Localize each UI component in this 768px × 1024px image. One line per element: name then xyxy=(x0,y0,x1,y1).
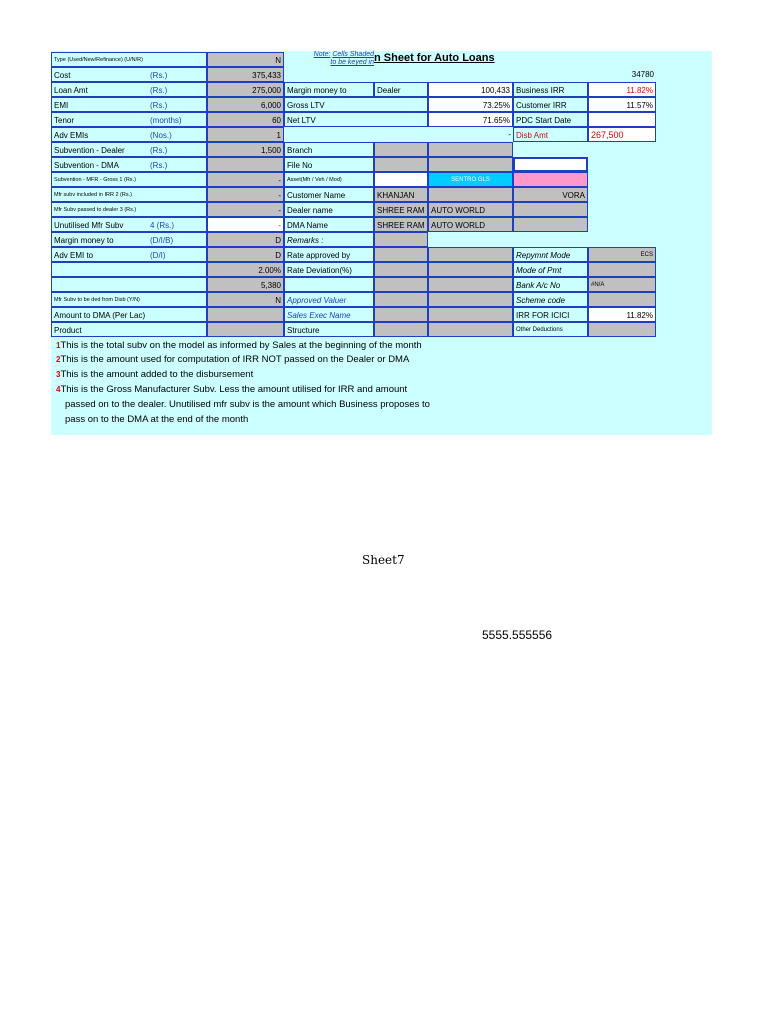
customer-name-label: Customer Name xyxy=(284,187,374,202)
left-row-value[interactable]: - xyxy=(207,217,284,232)
asset-label: Asset(Mfr / Veh / Mod) xyxy=(284,172,374,187)
left-row-label xyxy=(51,202,207,217)
business-irr-value: 11.82% xyxy=(588,82,656,97)
scheme-label: Scheme code xyxy=(513,292,588,307)
left-row-unit: (D/I/B) xyxy=(150,236,174,245)
approved-valuer-input[interactable] xyxy=(374,292,428,307)
file-no-label: File No xyxy=(284,157,374,172)
repay-mode-value[interactable]: ECS xyxy=(588,247,656,262)
business-irr-label: Business IRR xyxy=(513,82,588,97)
scheme-input[interactable] xyxy=(588,292,656,307)
left-row-label-text: Type (Used/New/Refinance) (U/N/R) xyxy=(54,57,143,63)
customer-irr-label: Customer IRR xyxy=(513,97,588,112)
left-row-label-text: Loan Amt xyxy=(54,86,88,95)
left-row-value[interactable]: 275,000 xyxy=(207,82,284,97)
left-row-value[interactable] xyxy=(207,157,284,172)
left-row-label xyxy=(51,52,207,67)
mode-pmt-input[interactable] xyxy=(588,262,656,277)
left-row-value[interactable]: 5,380 xyxy=(207,277,284,292)
left-row-label xyxy=(51,247,207,262)
dealer-name-label: Dealer name xyxy=(284,202,374,217)
irr-icici-value: 11.82% xyxy=(588,307,656,322)
left-row-unit: (Rs.) xyxy=(150,161,168,170)
left-row-unit: (Rs.) xyxy=(150,71,168,80)
structure-input-2[interactable] xyxy=(428,322,513,337)
rate-dev-label: Rate Deviation(%) xyxy=(284,262,374,277)
pink-cell[interactable] xyxy=(513,172,588,187)
left-row-label xyxy=(51,82,207,97)
left-row-label xyxy=(51,172,207,187)
left-row-value[interactable] xyxy=(207,322,284,337)
footnote-2: 2This is the amount used for computation of IRR NOT passed on the Dealer or DMA xyxy=(56,354,410,365)
left-row-value[interactable]: 375,433 xyxy=(207,67,284,82)
bank-value[interactable]: #N/A xyxy=(588,277,656,292)
margin-label: Margin money to xyxy=(284,82,374,97)
footnote-3: 3This is the amount added to the disbursement xyxy=(56,369,254,380)
left-row-label xyxy=(51,67,207,82)
left-row-label-text: Adv EMIs xyxy=(54,131,89,140)
rate-approved-input[interactable] xyxy=(374,247,428,262)
left-row-label xyxy=(51,277,207,292)
other-ded-input[interactable] xyxy=(588,322,656,337)
margin-value: 100,433 xyxy=(428,82,513,97)
left-row-label xyxy=(51,127,207,142)
left-row-value[interactable]: 1 xyxy=(207,127,284,142)
left-row-label xyxy=(51,292,207,307)
left-row-unit: (months) xyxy=(150,116,182,125)
left-row-value[interactable]: N xyxy=(207,52,284,67)
left-row-value[interactable]: 60 xyxy=(207,112,284,127)
net-ltv-value: 71.65% xyxy=(428,112,513,127)
rate-dev-input[interactable] xyxy=(374,262,428,277)
left-row-unit: (Rs.) xyxy=(150,101,168,110)
left-row-label-text: Mfr subv included in IRR 2 (Rs.) xyxy=(54,192,132,198)
stray-value: 5555.555556 xyxy=(482,628,553,642)
left-row-label-text: Margin money to xyxy=(54,236,114,245)
approved-valuer-input-2[interactable] xyxy=(428,292,513,307)
left-row-label-text: Product xyxy=(54,326,82,335)
approved-valuer-label: Approved Valuer xyxy=(284,292,374,307)
left-row-label-text: Amount to DMA (Per Lac) xyxy=(54,311,146,320)
left-row-value[interactable]: - xyxy=(207,187,284,202)
dma-name-2[interactable]: AUTO WORLD xyxy=(428,217,513,232)
left-row-label xyxy=(51,187,207,202)
customer-irr-value: 11.57% xyxy=(588,97,656,112)
margin-to-cell[interactable]: Dealer xyxy=(374,82,428,97)
right-gray-1[interactable] xyxy=(513,202,588,217)
left-row-unit: 4 (Rs.) xyxy=(150,221,174,230)
dealer-name-2[interactable]: AUTO WORLD xyxy=(428,202,513,217)
left-row-label xyxy=(51,157,207,172)
dash-cell: - xyxy=(508,130,511,139)
footnote-4: 4This is the Gross Manufacturer Subv. Less the amount utilised for IRR and amount xyxy=(56,384,408,395)
left-row-label-text: Tenor xyxy=(54,116,75,125)
left-row-label xyxy=(51,97,207,112)
left-row-label-text: Mfr Subv passed to dealer 3 (Rs.) xyxy=(54,207,137,213)
left-row-value[interactable]: 2.00% xyxy=(207,262,284,277)
left-row-unit: (Rs.) xyxy=(150,86,168,95)
net-ltv-label: Net LTV xyxy=(284,112,428,127)
left-row-label-text: Mfr Subv to be ded from Disb (Y/N) xyxy=(54,297,140,303)
code-cell: 34780 xyxy=(631,70,654,79)
left-row-label xyxy=(51,307,207,322)
left-row-value[interactable] xyxy=(207,307,284,322)
asset-blank[interactable] xyxy=(374,172,428,187)
left-row-label xyxy=(51,142,207,157)
left-row-label-text: Subvention - MFR - Gross 1 (Rs.) xyxy=(54,177,136,183)
note-cells-shaded: Note: Cells Shaded to be keyed in xyxy=(313,51,374,66)
pdc-input[interactable] xyxy=(588,112,656,127)
left-row-value[interactable]: - xyxy=(207,172,284,187)
left-row-label xyxy=(51,217,207,232)
customer-first[interactable]: KHANJAN xyxy=(374,187,428,202)
left-row-label xyxy=(51,112,207,127)
sheet-name: Sheet7 xyxy=(362,553,405,567)
left-row-unit: (D/I) xyxy=(150,251,166,260)
blank-input[interactable] xyxy=(374,277,428,292)
dma-name-1[interactable]: SHREE RAM xyxy=(374,217,428,232)
mode-pmt-label: Mode of Pmt xyxy=(513,262,588,277)
branch-input[interactable] xyxy=(374,142,428,157)
file-no-input-2[interactable] xyxy=(428,157,513,172)
footnote-4-cont-1: passed on to the dealer. Unutilised mfr subv is the amount which Business proposes to xyxy=(65,399,430,410)
left-row-label-text: Adv EMI to xyxy=(54,251,94,260)
right-gray-2[interactable] xyxy=(513,217,588,232)
remarks-label: Remarks : xyxy=(284,232,374,247)
left-row-label xyxy=(51,262,207,277)
structure-label: Structure xyxy=(284,322,374,337)
left-row-label-text: Subvention - DMA xyxy=(54,161,119,170)
left-row-label-text: Cost xyxy=(54,71,71,80)
left-row-label-text: EMI xyxy=(54,101,69,110)
selected-cell[interactable] xyxy=(513,157,588,172)
rate-approved-input-2[interactable] xyxy=(428,247,513,262)
left-row-unit: (Rs.) xyxy=(150,146,168,155)
left-row-value[interactable]: N xyxy=(207,292,284,307)
dma-name-label: DMA Name xyxy=(284,217,374,232)
footnote-4-cont-2: pass on to the DMA at the end of the month xyxy=(65,414,249,425)
left-row-value[interactable]: D xyxy=(207,232,284,247)
sales-exec-label: Sales Exec Name xyxy=(284,307,374,322)
left-row-value[interactable]: - xyxy=(207,202,284,217)
file-no-input[interactable] xyxy=(374,157,428,172)
footnote-1: 1This is the total subv on the model as informed by Sales at the beginning of the month xyxy=(56,340,422,351)
left-row-unit: (Nos.) xyxy=(150,131,172,140)
blank-input-2[interactable] xyxy=(428,277,513,292)
other-ded-label: Other Deductions xyxy=(513,322,588,337)
dealer-name-1[interactable]: SHREE RAM xyxy=(374,202,428,217)
repay-mode-label: Repymnt Mode xyxy=(513,247,588,262)
sales-exec-input[interactable] xyxy=(374,307,428,322)
customer-middle[interactable] xyxy=(428,187,513,202)
left-row-label-text: Unutilised Mfr Subv xyxy=(54,221,124,230)
sales-exec-input-2[interactable] xyxy=(428,307,513,322)
gross-ltv-label: Gross LTV xyxy=(284,97,428,112)
blank-label xyxy=(284,277,374,292)
left-row-label xyxy=(51,322,207,337)
rate-dev-input-2[interactable] xyxy=(428,262,513,277)
rate-approved-label: Rate approved by xyxy=(284,247,374,262)
left-row-label xyxy=(51,232,207,247)
bank-label: Bank A/c No xyxy=(513,277,588,292)
disb-amt-value: 267,500 xyxy=(588,127,656,142)
left-row-value[interactable]: D xyxy=(207,247,284,262)
branch-label: Branch xyxy=(284,142,374,157)
left-row-value[interactable]: 6,000 xyxy=(207,97,284,112)
disb-amt-label: Disb Amt xyxy=(513,127,588,142)
remarks-input[interactable] xyxy=(374,232,428,247)
left-row-value[interactable]: 1,500 xyxy=(207,142,284,157)
pdc-label: PDC Start Date xyxy=(513,112,588,127)
branch-input-2[interactable] xyxy=(428,142,513,157)
irr-icici-label: IRR FOR ICICI xyxy=(513,307,588,322)
left-row-label-text: Subvention - Dealer xyxy=(54,146,125,155)
structure-input[interactable] xyxy=(374,322,428,337)
gross-ltv-value: 73.25% xyxy=(428,97,513,112)
asset-value[interactable]: SENTRO GLS xyxy=(428,172,513,187)
sheet-title: n Sheet for Auto Loans xyxy=(374,52,495,64)
customer-last[interactable]: VORA xyxy=(513,187,588,202)
